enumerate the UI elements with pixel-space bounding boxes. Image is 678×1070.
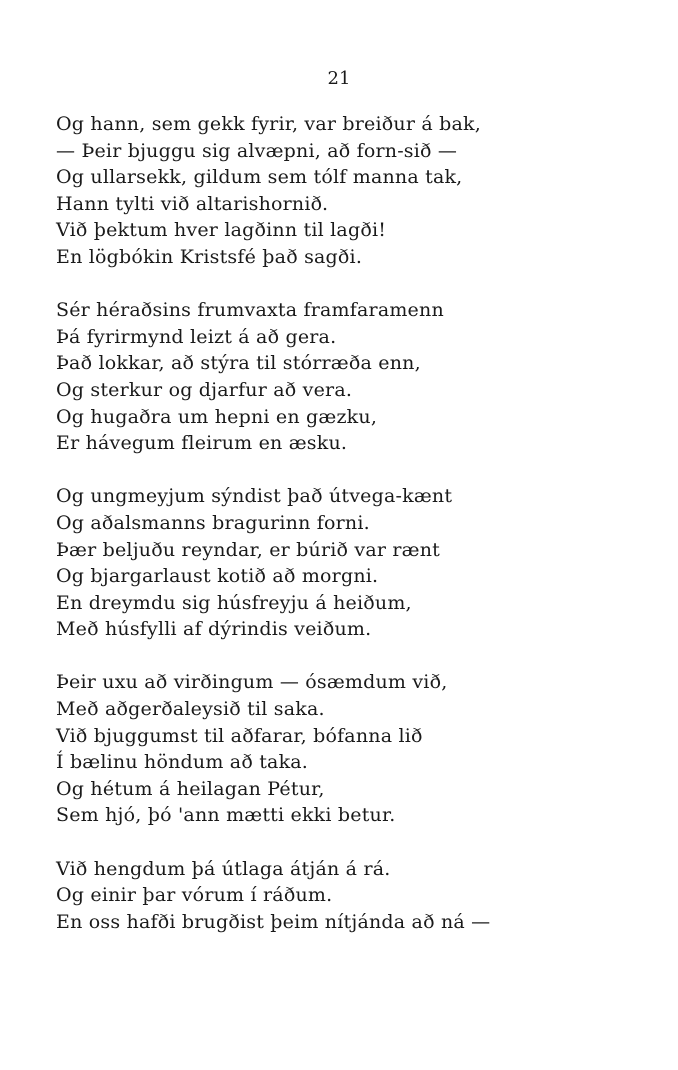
stanza-2 [56,297,656,457]
page-number: 21 [327,68,351,89]
verse-line: Og ungmeyjum sýndist það útvega-kænt [56,485,453,508]
verse-line: Með aðgerðaleysið til saka. [56,698,325,721]
verse-line: En lögbókin Kristsfé það sagði. [56,245,363,268]
verse-line: Og bjargarlaust kotið að morgni. [56,565,379,588]
verse-line: En oss hafði brugðist þeim nítjánda að ná — [56,910,491,933]
verse-line: Og hétum á heilagan Pétur, [56,777,325,800]
verse-line: Við hengdum þá útlaga átján á rá. [56,857,391,880]
verse-line: Og sterkur og djarfur að vera. [56,378,353,401]
verse-line: Og hann, sem gekk fyrir, var breiður á bak, [56,113,481,135]
verse-line: Og hugaðra um hepni en gæzku, [56,405,378,428]
verse-line: Þær beljuðu reyndar, er búrið var rænt [56,538,441,561]
verse-line: Þá fyrirmynd leizt á að gera. [56,325,337,348]
stanza-5 [56,856,656,936]
verse-line: Og einir þar vórum í ráðum. [56,884,333,907]
poem-body [56,111,656,935]
verse-line: Sem hjó, þó 'ann mætti ekki betur. [56,804,396,827]
verse-line: Sér héraðsins frumvaxta framfaramenn [56,299,444,322]
verse-line: Er hávegum fleirum en æsku. [56,432,348,455]
verse-line: Hann tylti við altarishornið. [56,192,329,215]
verse-line: Við þektum hver lagðinn til lagði! [56,219,387,242]
stanza-4 [56,669,656,829]
verse-line: Og aðalsmanns bragurinn forni. [56,511,370,534]
verse-line: En dreymdu sig húsfreyju á heiðum, [56,591,412,614]
verse-line: Með húsfylli af dýrindis veiðum. [56,618,372,641]
stanza-3 [56,483,656,643]
verse-line: Í bælinu höndum að taka. [56,751,309,774]
stanza-1 [56,111,656,271]
verse-line: Þeir uxu að virðingum — ósæmdum við, [56,671,448,694]
verse-line: Og ullarsekk, gildum sem tólf manna tak, [56,166,463,189]
verse-line: — Þeir bjuggu sig alvæpni, að forn-sið — [56,139,458,162]
verse-line: Við bjuggumst til aðfarar, bófanna lið [56,724,423,747]
verse-line: Það lokkar, að stýra til stórræða enn, [56,352,421,375]
